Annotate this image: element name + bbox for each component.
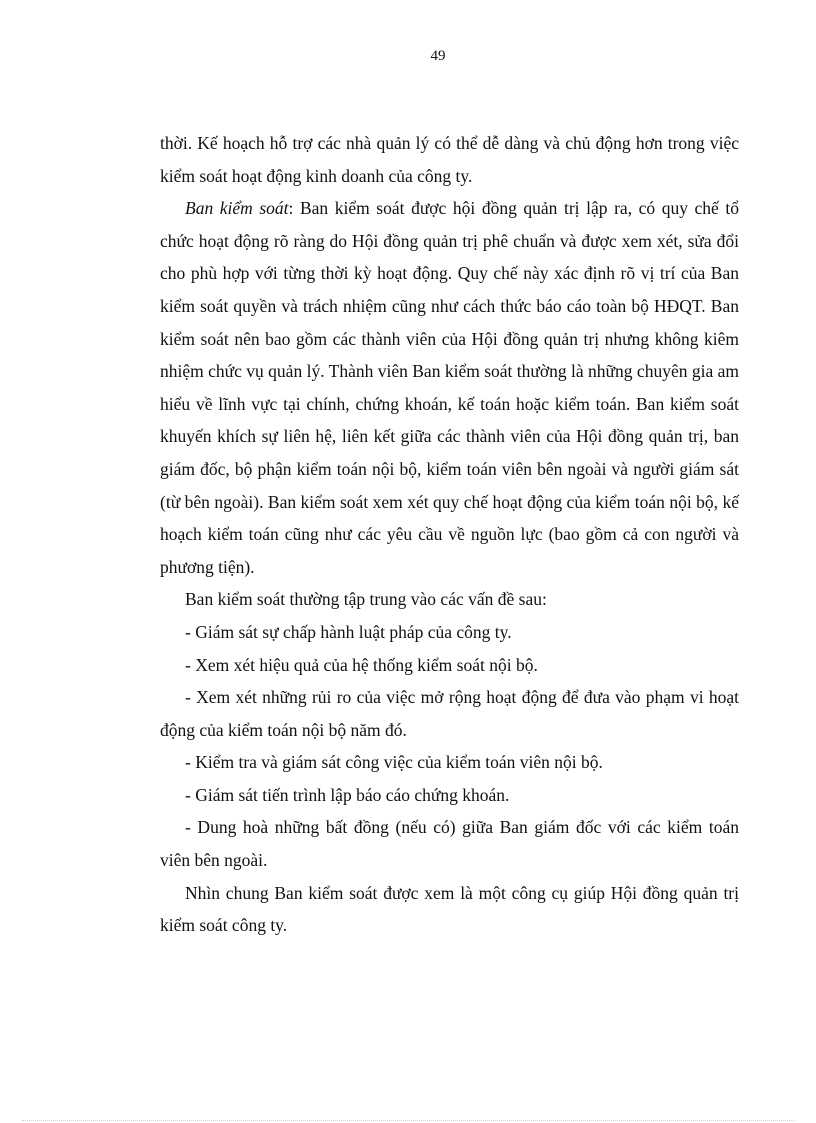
paragraph-conclusion: Nhìn chung Ban kiểm soát được xem là một công cụ giúp Hội đồng quản trị kiểm soát công ty. — [160, 882, 739, 936]
list-item: - Kiểm tra và giám sát công việc của kiểm toán viên nội bộ. — [185, 752, 603, 773]
list-item: - Xem xét những rủi ro của việc mở rộng hoạt động để đưa vào phạm vi hoạt động của kiểm toán nội bộ năm đó. — [160, 687, 739, 740]
term-ban-kiem-soat: Ban kiểm soát — [185, 198, 289, 219]
page-bottom-rule — [22, 1120, 794, 1121]
list-item: - Xem xét hiệu quả của hệ thống kiểm soát nội bộ. — [185, 654, 538, 675]
paragraph-ban-kiem-soat-body: : Ban kiểm soát được hội đồng quản trị lập ra, có quy chế tổ chức hoạt động rõ ràng do Hội đồng quản trị phê chuẩn và được xem xét, sửa đổi cho phù hợp với từng thời kỳ hoạt động. Quy chế này xác định rõ vị trí của Ban kiểm soát quyền và trách nhiệm cũng như cách thức báo cáo toàn bộ HĐQT. Ban kiểm soát nên bao gồm các thành viên của Hội đồng quản trị nhưng không kiêm nhiệm chức vụ quản lý. Thành viên Ban kiểm soát thường là những chuyên gia am hiểu về lĩnh vực tại chính, chứng khoán, kế toán hoặc kiểm toán. Ban kiểm soát khuyến khích sự liên hệ, liên kết giữa các thành viên của Hội đồng quản trị, ban giám đốc, bộ phận kiểm toán nội bộ, kiểm toán viên bên ngoài và người giám sát (từ bên ngoài). Ban kiểm soát xem xét quy chế hoạt động của kiểm toán nội bộ, kế hoạch kiểm toán cũng như các yêu cầu về nguồn lực (bao gồm cả con người và phương tiện). — [160, 198, 739, 577]
list-item: - Giám sát sự chấp hành luật pháp của công ty. — [185, 621, 512, 642]
paragraph-ban-kiem-soat — [160, 192, 739, 583]
paragraph-focus-intro: Ban kiểm soát thường tập trung vào các vấn đề sau: — [185, 589, 547, 610]
page-number: 49 — [430, 48, 446, 64]
paragraph-continuation: thời. Kế hoạch hỗ trợ các nhà quản lý có thể dễ dàng và chủ động hơn trong việc kiểm soát hoạt động kinh doanh của công ty. — [160, 133, 739, 186]
document-body — [160, 127, 739, 942]
list-item: - Giám sát tiến trình lập báo cáo chứng khoán. — [185, 784, 510, 805]
list-item: - Dung hoà những bất đồng (nếu có) giữa Ban giám đốc với các kiểm toán viên bên ngoài. — [160, 817, 739, 871]
